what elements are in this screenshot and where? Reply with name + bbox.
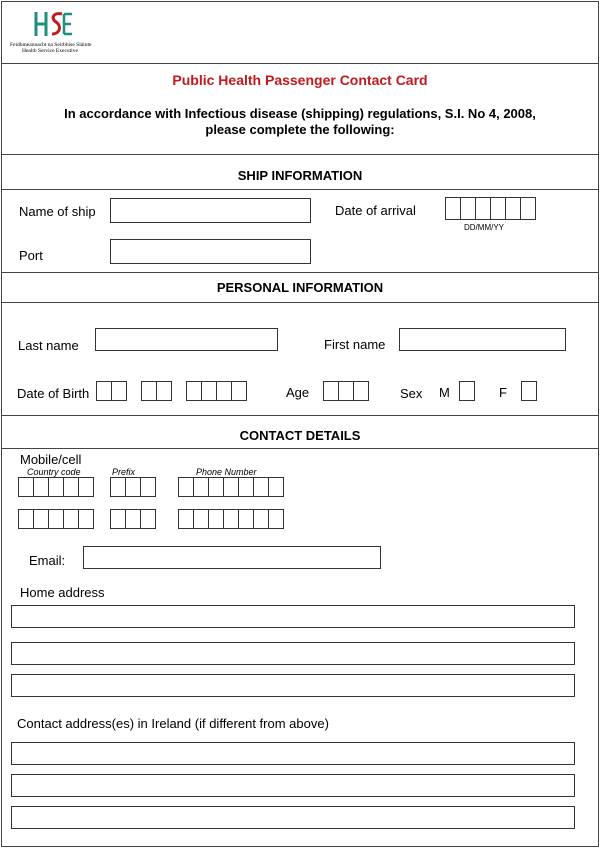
hse-logo <box>10 10 110 56</box>
prefix-boxes-1[interactable] <box>110 477 156 497</box>
input-cell[interactable] <box>475 197 491 220</box>
input-cell[interactable] <box>193 509 209 529</box>
sex-male-label: M <box>439 385 450 400</box>
divider-header <box>1 63 599 64</box>
country-code-boxes-1[interactable] <box>18 477 94 497</box>
prefix-label: Prefix <box>112 467 136 477</box>
phone-number-label: Phone Number <box>196 467 257 477</box>
last-name-field[interactable] <box>95 328 278 351</box>
input-cell[interactable] <box>178 509 194 529</box>
country-code-boxes-2[interactable] <box>18 509 94 529</box>
input-cell[interactable] <box>78 477 94 497</box>
input-cell[interactable] <box>253 509 269 529</box>
arrival-date-label: Date of arrival <box>335 203 416 218</box>
phone-number-boxes-2[interactable] <box>178 509 284 529</box>
sex-female-checkbox[interactable] <box>521 381 537 401</box>
input-cell[interactable] <box>33 509 49 529</box>
sex-female-label: F <box>499 385 507 400</box>
input-cell[interactable] <box>208 477 224 497</box>
ireland-address-label: Contact address(es) in Ireland (if different from above) <box>17 716 329 731</box>
input-cell[interactable] <box>238 509 254 529</box>
input-cell[interactable] <box>505 197 521 220</box>
input-cell[interactable] <box>78 509 94 529</box>
input-cell[interactable] <box>323 381 339 401</box>
dob-month-boxes[interactable] <box>141 381 172 401</box>
dob-year-boxes[interactable] <box>186 381 247 401</box>
input-cell[interactable] <box>18 509 34 529</box>
country-code-label: Country code <box>27 467 81 477</box>
home-address-field-1[interactable] <box>11 605 575 628</box>
input-cell[interactable] <box>268 509 284 529</box>
input-cell[interactable] <box>96 381 112 401</box>
logo-irish-line: Feidhmeannacht na Seirbhíse Sláinte <box>10 42 92 48</box>
logo-english-line: Health Service Executive <box>22 48 78 54</box>
input-cell[interactable] <box>459 381 475 401</box>
home-address-label: Home address <box>20 585 105 600</box>
input-cell[interactable] <box>186 381 202 401</box>
input-cell[interactable] <box>156 381 172 401</box>
last-name-label: Last name <box>18 338 79 353</box>
age-boxes[interactable] <box>323 381 369 401</box>
input-cell[interactable] <box>268 477 284 497</box>
input-cell[interactable] <box>201 381 217 401</box>
contact-section-title: CONTACT DETAILS <box>239 428 361 443</box>
first-name-label: First name <box>324 337 386 352</box>
input-cell[interactable] <box>445 197 461 220</box>
port-field[interactable] <box>110 239 311 264</box>
input-cell[interactable] <box>48 477 64 497</box>
email-field[interactable] <box>83 546 381 569</box>
divider-ship-top <box>1 154 599 155</box>
divider-contact-title <box>1 448 599 449</box>
arrival-date-boxes[interactable] <box>445 197 536 220</box>
input-cell[interactable] <box>460 197 476 220</box>
ireland-address-field-3[interactable] <box>11 806 575 829</box>
input-cell[interactable] <box>140 477 156 497</box>
divider-personal-title <box>1 302 599 303</box>
input-cell[interactable] <box>33 477 49 497</box>
input-cell[interactable] <box>63 509 79 529</box>
intro-line-1: In accordance with Infectious disease (shipping) regulations, S.I. No 4, 2008, <box>64 106 536 121</box>
form-title: Public Health Passenger Contact Card <box>172 72 428 88</box>
input-cell[interactable] <box>125 477 141 497</box>
personal-section-title: PERSONAL INFORMATION <box>216 280 384 295</box>
input-cell[interactable] <box>141 381 157 401</box>
date-format-hint: DD/MM/YY <box>464 223 504 232</box>
input-cell[interactable] <box>223 509 239 529</box>
input-cell[interactable] <box>193 477 209 497</box>
input-cell[interactable] <box>520 197 536 220</box>
age-label: Age <box>286 385 310 400</box>
input-cell[interactable] <box>521 381 537 401</box>
ship-name-field[interactable] <box>110 198 311 223</box>
home-address-field-2[interactable] <box>11 642 575 665</box>
prefix-boxes-2[interactable] <box>110 509 156 529</box>
input-cell[interactable] <box>253 477 269 497</box>
input-cell[interactable] <box>63 477 79 497</box>
phone-number-boxes-1[interactable] <box>178 477 284 497</box>
dob-label: Date of Birth <box>17 386 90 401</box>
input-cell[interactable] <box>18 477 34 497</box>
home-address-field-3[interactable] <box>11 674 575 697</box>
input-cell[interactable] <box>110 509 126 529</box>
input-cell[interactable] <box>490 197 506 220</box>
mobile-label: Mobile/cell <box>20 452 82 467</box>
input-cell[interactable] <box>125 509 141 529</box>
input-cell[interactable] <box>338 381 354 401</box>
first-name-field[interactable] <box>399 328 566 351</box>
input-cell[interactable] <box>48 509 64 529</box>
input-cell[interactable] <box>353 381 369 401</box>
input-cell[interactable] <box>208 509 224 529</box>
ship-name-label: Name of ship <box>19 204 96 219</box>
divider-ship-title <box>1 189 599 190</box>
ship-section-title: SHIP INFORMATION <box>237 168 363 183</box>
sex-label: Sex <box>400 386 423 401</box>
divider-contact-top <box>1 415 599 416</box>
input-cell[interactable] <box>223 477 239 497</box>
divider-personal-top <box>1 272 599 273</box>
input-cell[interactable] <box>216 381 232 401</box>
input-cell[interactable] <box>231 381 247 401</box>
input-cell[interactable] <box>110 477 126 497</box>
input-cell[interactable] <box>178 477 194 497</box>
ireland-address-field-2[interactable] <box>11 774 575 797</box>
input-cell[interactable] <box>140 509 156 529</box>
sex-male-checkbox[interactable] <box>459 381 475 401</box>
dob-day-boxes[interactable] <box>96 381 127 401</box>
hse-logo-mark <box>32 10 74 38</box>
ireland-address-field-1[interactable] <box>11 742 575 765</box>
port-label: Port <box>19 248 43 263</box>
intro-line-2: please complete the following: <box>205 122 395 137</box>
input-cell[interactable] <box>111 381 127 401</box>
email-label: Email: <box>29 553 66 568</box>
input-cell[interactable] <box>238 477 254 497</box>
